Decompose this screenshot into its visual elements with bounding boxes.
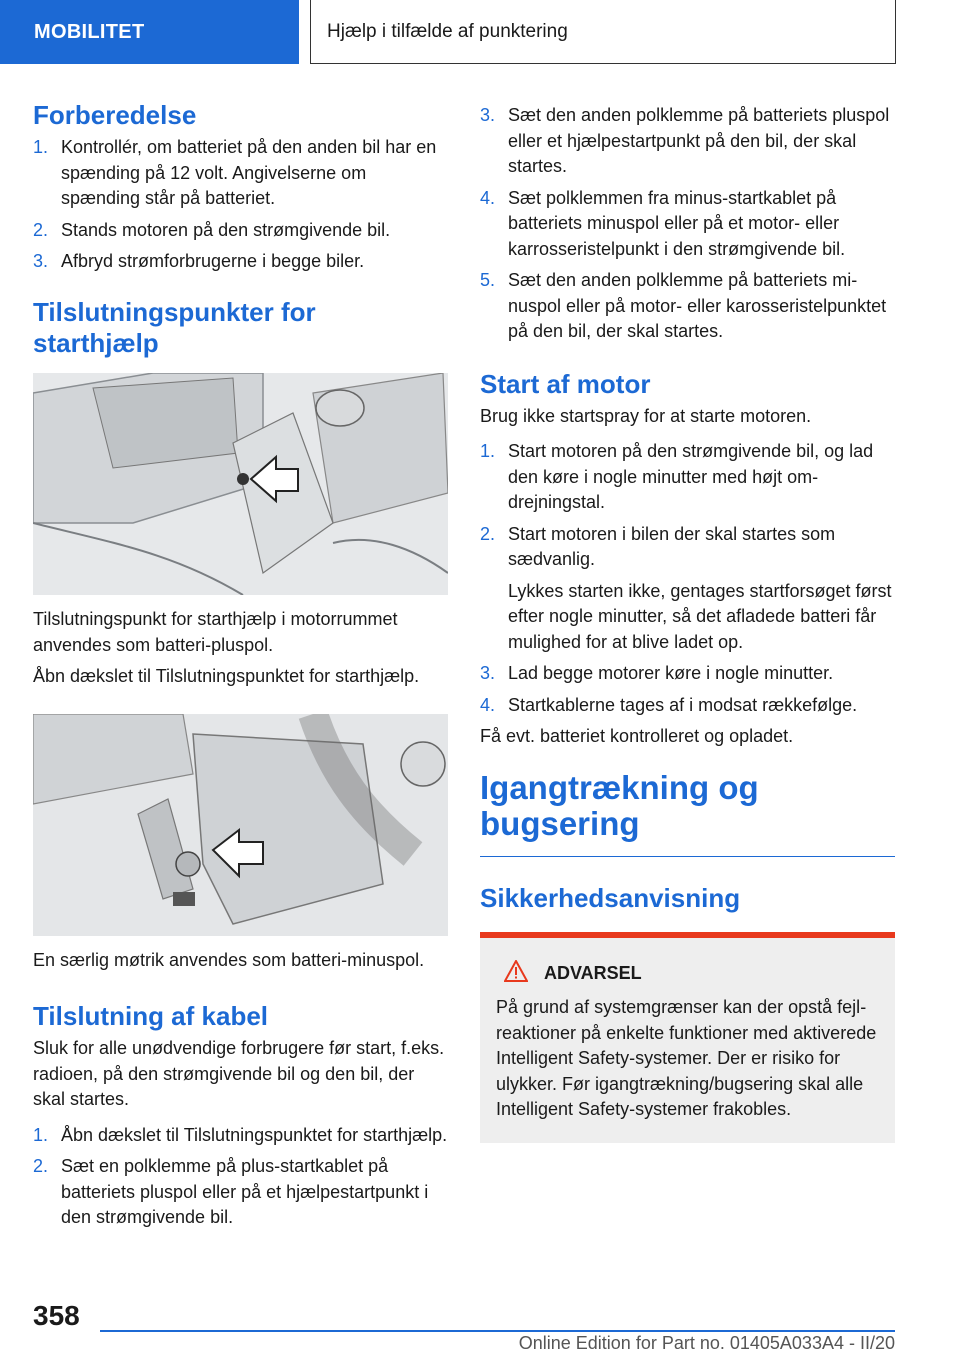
- cable-steps: [33, 1123, 448, 1231]
- step-text: Sæt den anden polklemme på batteriets pluspol eller et hjælpestartpunkt på den bil, der skal startes.: [508, 105, 890, 176]
- list-item: [33, 135, 448, 212]
- safety-heading: Sikkerhedsanvisning: [480, 883, 741, 914]
- step-text: Sæt en polklemme på plus-startkablet på batteriets pluspol eller på et hjælpestartpunkt i den strømgivende bil.: [61, 1156, 429, 1228]
- cable-intro: Sluk for alle unødvendige forbrugere før start, f.eks. radioen, på den strømgivende bil og den bil, der skal startes.: [33, 1038, 445, 1110]
- edition-text: Online Edition for Part no. 01405A033A4 - II/20: [518, 1333, 895, 1353]
- step-text: Stands motoren på den strømgivende bil.: [61, 219, 391, 240]
- tow-heading: Igangtrækning og bugsering: [480, 770, 895, 858]
- step-number: 1.: [33, 137, 49, 158]
- start-intro: Brug ikke startspray for at starte motoren.: [480, 405, 812, 426]
- step-text: Lad begge motorer køre i nogle minutter.: [508, 663, 834, 684]
- start-outro: Få evt. batteriet kontrolleret og opladet.: [480, 726, 794, 747]
- points-caption-3: En særlig møtrik anvendes som batteri-minuspol.: [33, 949, 425, 970]
- step-number: 5.: [480, 270, 496, 290]
- warning-triangle-icon: [504, 960, 528, 987]
- start-steps-2: [480, 661, 895, 718]
- start-steps: [480, 439, 895, 573]
- list-item: [480, 522, 895, 573]
- page-number: 358: [33, 1300, 80, 1331]
- right-column: [480, 103, 895, 1143]
- list-item: [480, 439, 895, 516]
- step-text: Afbryd strømforbrugerne i begge biler.: [61, 251, 365, 272]
- list-item: [480, 693, 895, 719]
- start-heading: Start af motor: [480, 368, 651, 399]
- step-number: 1.: [33, 1124, 49, 1145]
- section-title: Hjælp i tilfælde af punktering: [310, 0, 896, 64]
- engine-bay-photo-plus: [33, 373, 448, 595]
- list-item: [33, 218, 448, 244]
- step-number: 4.: [480, 694, 496, 715]
- points-caption-1: Tilslutningspunkt for starthjælp i motorrummet anvendes som batteri-pluspol.: [33, 609, 398, 655]
- start-note: Lykkes starten ikke, gentages startforsøget først efter nogle minutter, så det afladede batteri får mulighed for at blive ladet op.: [508, 580, 892, 652]
- step-text: Sæt polklemmen fra minus-startkablet på batteriets minuspol eller på et motor- eller karrosseristelpunkt i den strømgivende bil.: [508, 187, 846, 259]
- warning-text: På grund af systemgrænser kan der opstå fejlreaktioner på enkelte funktioner med aktiverede Intelligent Safety-systemer. Der er risiko for ulykker. Før igangtrækning/bugsering skal alle Intelligent Safety-systemer frakobles.: [496, 997, 877, 1120]
- list-item: [33, 1123, 448, 1149]
- list-item: [480, 661, 895, 687]
- points-heading: Tilslutningspunkter for starthjælp: [33, 296, 316, 358]
- warning-box: [480, 932, 895, 1143]
- points-caption-2: Åbn dækslet til Tilslutningspunktet for starthjælp.: [33, 666, 420, 687]
- list-item: [33, 1154, 448, 1231]
- warning-label: ADVARSEL: [544, 963, 642, 984]
- left-column: [33, 100, 448, 1237]
- step-number: 2.: [33, 219, 49, 240]
- list-item: [33, 249, 448, 275]
- step-text: Sæt den anden polklemme på batteriets minuspol eller på motor- eller karosseristelpunktet på den bil, der skal startes.: [508, 270, 887, 341]
- step-text: Startkablerne tages af i modsat rækkefølge.: [508, 694, 858, 715]
- list-item: [480, 103, 895, 180]
- list-item: [480, 186, 895, 263]
- step-text: Åbn dækslet til Tilslutningspunktet for starthjælp.: [61, 1124, 448, 1145]
- footer-divider: [100, 1330, 895, 1332]
- cable-steps-continued: [480, 103, 895, 345]
- list-item: [480, 268, 895, 345]
- step-number: 4.: [480, 187, 496, 208]
- step-number: 3.: [480, 105, 496, 125]
- step-text: Kontrollér, om batteriet på den anden bil har en spænding på 12 volt. Angivelserne om spænding står på batteriet.: [61, 137, 437, 209]
- engine-bay-photo-minus: [33, 714, 448, 936]
- prep-steps: [33, 135, 448, 275]
- step-number: 1.: [480, 441, 496, 462]
- step-text: Start motoren på den strømgivende bil, og lad den køre i nogle minutter med højt omdrejningstal.: [508, 441, 874, 513]
- step-number: 2.: [33, 1156, 49, 1177]
- step-number: 3.: [33, 251, 49, 272]
- step-text: Start motoren i bilen der skal startes som sædvanlig.: [508, 523, 836, 570]
- cable-heading: Tilslutning af kabel: [33, 1001, 269, 1032]
- step-number: 2.: [480, 523, 496, 544]
- warning-header: [496, 960, 879, 987]
- chapter-tab: MOBILITET: [0, 0, 299, 64]
- step-number: 3.: [480, 663, 496, 684]
- prep-heading: Forberedelse: [33, 100, 197, 130]
